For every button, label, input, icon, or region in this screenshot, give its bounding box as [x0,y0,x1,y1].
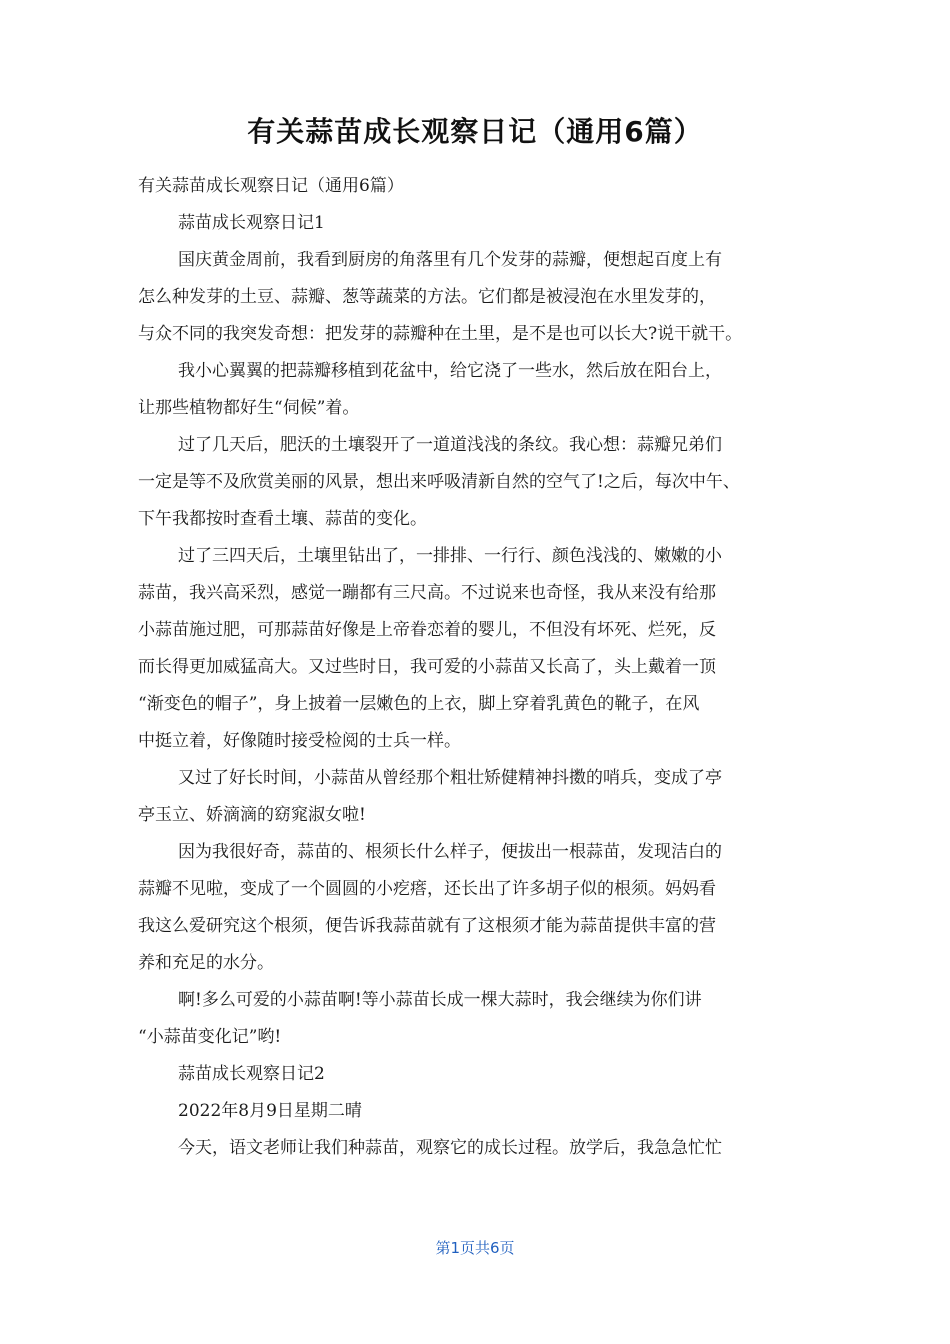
text-line: 怎么种发芽的土豆、蒜瓣、葱等蔬菜的方法。它们都是被浸泡在水里发芽的， [138,287,716,307]
text-line: 有关蒜苗成长观察日记（通用6篇） [138,176,404,196]
text-line: “小蒜苗变化记”哟! [138,1027,282,1047]
text-line: 蒜瓣不见啦，变成了一个圆圆的小疙瘩，还长出了许多胡子似的根须。妈妈看 [138,879,716,899]
text-line: 过了三四天后，土壤里钻出了，一排排、一行行、颜色浅浅的、嫩嫩的小 [178,546,722,566]
text-line: 中挺立着，好像随时接受检阅的士兵一样。 [138,731,461,751]
text-line: 今天，语文老师让我们种蒜苗，观察它的成长过程。放学后，我急急忙忙 [178,1138,722,1158]
text-line: 蒜苗，我兴高采烈，感觉一蹦都有三尺高。不过说来也奇怪，我从来没有给那 [138,583,716,603]
text-line: 让那些植物都好生“伺候”着。 [138,398,360,418]
text-line: 下午我都按时查看土壤、蒜苗的变化。 [138,509,427,529]
text-line: 养和充足的水分。 [138,953,274,973]
document-title: 有关蒜苗成长观察日记（通用6篇） [247,115,703,148]
text-line: 而长得更加威猛高大。又过些时日，我可爱的小蒜苗又长高了，头上戴着一顶 [138,657,716,677]
text-line: 小蒜苗施过肥，可那蒜苗好像是上帝眷恋着的婴儿，不但没有坏死、烂死，反 [138,620,716,640]
text-line: 啊!多么可爱的小蒜苗啊!等小蒜苗长成一棵大蒜时，我会继续为你们讲 [178,990,702,1010]
text-line: “渐变色的帽子”，身上披着一层嫩色的上衣，脚上穿着乳黄色的靴子，在风 [138,694,700,714]
text-line: 蒜苗成长观察日记2 [178,1064,325,1084]
text-line: 我小心翼翼的把蒜瓣移植到花盆中，给它浇了一些水，然后放在阳台上， [178,361,722,381]
text-line: 因为我很好奇，蒜苗的、根须长什么样子，便拔出一根蒜苗，发现洁白的 [178,842,722,862]
text-line: 亭玉立、娇滴滴的窈窕淑女啦! [138,805,366,825]
text-line: 我这么爱研究这个根须，便告诉我蒜苗就有了这根须才能为蒜苗提供丰富的营 [138,916,716,936]
text-line: 国庆黄金周前，我看到厨房的角落里有几个发芽的蒜瓣，便想起百度上有 [178,250,722,270]
text-line: 蒜苗成长观察日记1 [178,213,325,233]
document-body [138,168,818,1167]
text-line: 一定是等不及欣赏美丽的风景，想出来呼吸清新自然的空气了!之后，每次中午、 [138,472,740,492]
text-line: 又过了好长时间，小蒜苗从曾经那个粗壮矫健精神抖擞的哨兵，变成了亭 [178,768,722,788]
text-line: 2022年8月9日星期二晴 [178,1101,362,1121]
page-footer: 第1页共6页 [435,1239,515,1257]
text-line: 过了几天后，肥沃的土壤裂开了一道道浅浅的条纹。我心想：蒜瓣兄弟们 [178,435,722,455]
text-line: 与众不同的我突发奇想：把发芽的蒜瓣种在土里，是不是也可以长大?说干就干。 [138,324,743,344]
